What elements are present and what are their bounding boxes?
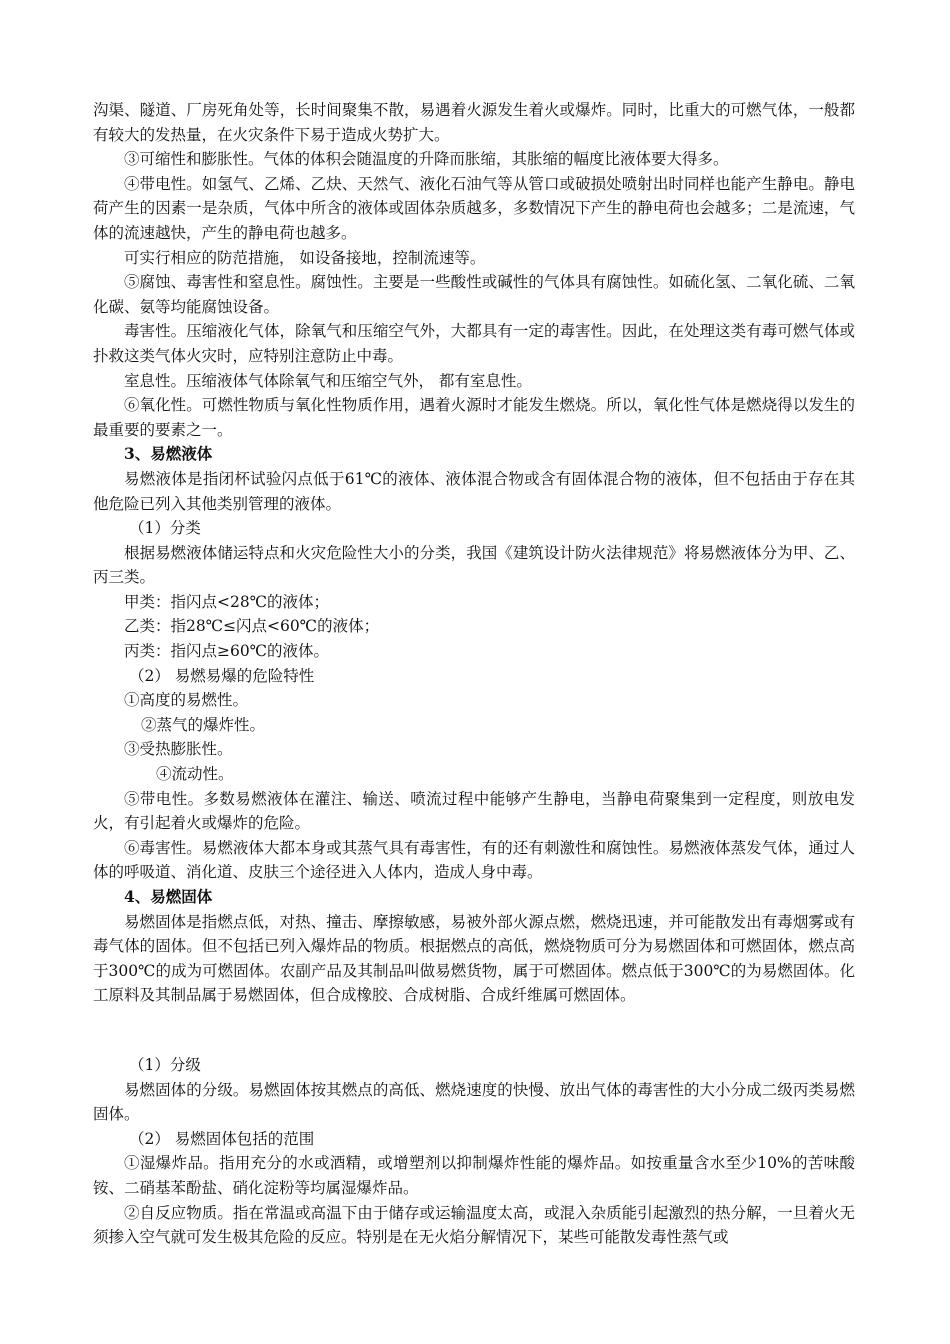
paragraph: 丙类：指闪点≥60℃的液体。 — [124, 642, 330, 661]
paragraph: ⑥毒害性。易燃液体大都本身或其蒸气具有毒害性，有的还有刺激性和腐蚀性。易燃液体蒸发气体，通过人体的呼吸道、消化道、皮肤三个途径进入人体内，造成人身中毒。 — [93, 838, 855, 882]
document-page — [93, 98, 855, 1250]
paragraph: 沟渠、隧道、厂房死角处等，长时间聚集不散，易遇着火源发生着火或爆炸。同时，比重大的可燃气体，一般都有较大的发热量，在火灾条件下易于造成火势扩大。 — [93, 101, 855, 144]
paragraph: （2） 易燃易爆的危险特性 — [129, 666, 315, 685]
paragraph: ③可缩性和膨胀性。气体的体积会随温度的升降而胀缩，其胀缩的幅度比液体要大得多。 — [124, 150, 729, 169]
paragraph: （2） 易燃固体包括的范围 — [129, 1129, 315, 1148]
paragraph: 根据易燃液体储运特点和火灾危险性大小的分类，我国《建筑设计防火法律规范》将易燃液体分为甲、乙、丙三类。 — [93, 543, 855, 587]
paragraph: 易燃固体的分级。易燃固体按其燃点的高低、燃烧速度的快慢、放出气体的毒害性的大小分成二级丙类易燃固体。 — [93, 1080, 855, 1124]
paragraph: （1）分级 — [129, 1055, 201, 1074]
paragraph: ⑤带电性。多数易燃液体在灌注、输送、喷流过程中能够产生静电，当静电荷聚集到一定程度，则放电发火，有引起着火或爆炸的危险。 — [93, 789, 855, 833]
paragraph: ⑥氧化性。可燃性物质与氧化性物质作用，遇着火源时才能发生燃烧。所以，氧化性气体是燃烧得以发生的最重要的要素之一。 — [93, 396, 855, 439]
paragraph: 易燃液体是指闭杯试验闪点低于61℃的液体、液体混合物或含有固体混合物的液体，但不包括由于存在其他危险已列入其他类别管理的液体。 — [93, 469, 855, 513]
section-heading: 4、易燃固体 — [124, 887, 213, 906]
paragraph: ②蒸气的爆炸性。 — [141, 715, 266, 734]
paragraph: ④流动性。 — [156, 765, 234, 784]
paragraph: ④带电性。如氢气、乙烯、乙炔、天然气、液化石油气等从管口或破损处喷射出时同样也能产生静电。静电荷产生的因素一是杂质，气体中所含的液体或固体杂质越多，多数情况下产生的静电荷也会越多；二是流速，气体的流速越快，产生的静电荷也越多。 — [93, 174, 855, 242]
paragraph: 甲类：指闪点<28℃的液体； — [124, 592, 330, 611]
paragraph: （1）分类 — [129, 519, 201, 538]
paragraph: ②自反应物质。指在常温或高温下由于储存或运输温度太高，或混入杂质能引起激烈的热分解，一旦着火无须掺入空气就可发生极其危险的反应。特别是在无火焰分解情况下，某些可能散发毒性蒸气或 — [93, 1203, 855, 1247]
paragraph: ①湿爆炸品。指用充分的水或酒精，或增塑剂以抑制爆炸性能的爆炸品。如按重量含水至少10%的苦味酸铵、二硝基苯酚盐、硝化淀粉等均属湿爆炸品。 — [93, 1154, 855, 1197]
paragraph: ③受热膨胀性。 — [124, 740, 233, 759]
paragraph: 室息性。压缩液体气体除氧气和压缩空气外， 都有室息性。 — [124, 371, 532, 390]
paragraph: 可实行相应的防范措施， 如设备接地，控制流速等。 — [124, 248, 486, 267]
paragraph: ⑤腐蚀、毒害性和窒息性。腐蚀性。主要是一些酸性或碱性的气体具有腐蚀性。如硫化氢、二氧化硫、二氧化碳、氨等均能腐蚀设备。 — [93, 273, 855, 316]
paragraph: ①高度的易燃性。 — [124, 691, 249, 710]
paragraph-gap — [93, 1023, 855, 1037]
paragraph: 易燃固体是指燃点低，对热、撞击、摩擦敏感，易被外部火源点燃，燃烧迅速，并可能散发出有毒烟雾或有毒气体的固体。但不包括已列入爆炸品的物质。根据燃点的高低，燃烧物质可分为易燃固体和可燃固体，燃点高于300℃的成为可燃固体。农副产品及其制品叫做易燃货物，属于可燃固体。燃点低于300℃的为易燃固体。化工原料及其制品属于易燃固体，但合成橡胶、合成树脂、合成纤维属可燃固体。 — [93, 912, 855, 1005]
paragraph: 毒害性。压缩液化气体，除氧气和压缩空气外，大都具有一定的毒害性。因此，在处理这类有毒可燃气体或扑救这类气体火灾时，应特别注意防止中毒。 — [93, 322, 855, 365]
paragraph: 乙类：指28℃≤闪点<60℃的液体； — [124, 617, 380, 636]
section-heading: 3、易燃液体 — [124, 444, 213, 464]
